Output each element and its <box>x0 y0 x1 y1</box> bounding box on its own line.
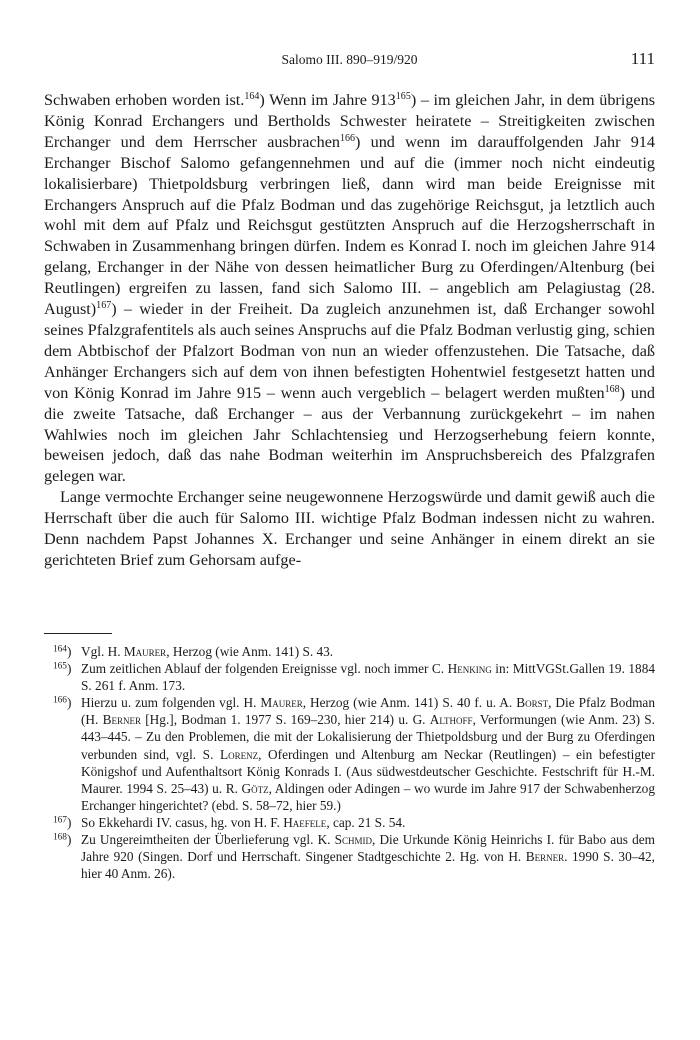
footnote-mark: $^{168}$) <box>53 832 72 848</box>
author-name: Berner <box>525 849 565 865</box>
paragraph-2: Lange vermochte Erchanger seine neugewonnene Herzogswürde und damit gewiß auch die Herrschaft über die auch für Salomo III. wichtige Pfalz Bodman indessen nicht zu wahren. Denn nachdem Papst Johannes X. Erchanger und seine Anhänger in einem direkt an sie gerichteten Brief zum Gehorsam aufge- <box>44 488 655 569</box>
author-name: Maurer <box>123 644 167 659</box>
text-run: ) – wieder in der Freiheit. Da zugleich anzunehmen ist, daß Erchanger sowohl seines Pfalzgrafentitels als auch seines Anspruchs auf die Pfalz Bodman verlustig ging, schien dem Abtbischof der Pfalzort Bodman von nun an wieder offenzustehen. Die Tatsache, daß Anhänger Erchangers sich auf dem von ihnen befestigten Hohentwiel festgesetzt hatten und von König Konrad im Jahre 915 – wenn auch vergeblich – belagert werden mußten <box>44 300 655 402</box>
text-run: Schwaben erhoben worden ist. <box>44 91 245 109</box>
author-name: Schmid <box>334 832 373 848</box>
footnote-164: $^{164}$) Vgl. H. Maurer, Herzog (wie Anm. 141) S. 43. <box>53 644 334 659</box>
author-name: Henking <box>447 661 492 677</box>
running-title: Salomo III. 890–919/920 <box>281 52 418 67</box>
paragraph-1 <box>44 90 655 487</box>
author-name: Lorenz <box>220 746 259 762</box>
footnote-ref-168[interactable]: 168 <box>604 383 620 395</box>
author-name: Berner <box>102 712 141 728</box>
footnote-ref-166[interactable]: 166 <box>340 132 356 144</box>
footnote-166: $^{166}$) Hierzu u. zum folgenden vgl. H. Maurer, Herzog (wie Anm. 141) S. 40 f. u. A. Borst, Die Pfalz Bodman (H. Berner [Hg.], Bodman 1. 1977 S. 169–230, hier 214) u. G. Althoff, Verformungen (wie Anm. 23) S. 443–445. – Zu den Problemen, die mit der Lokalisierung der Thietpoldsburg und der Burg zu Oferdingen verbunden sind, vgl. S. Lorenz, Oferdingen und Altenburg am Neckar (Reutlingen) – ein befestigter Königshof und Aufenthaltsort König Konrads I. (Aus südwestdeutscher Geschichte. Festschrift für H.-M. Maurer. 1994 S. 25–43) u. R. Götz, Aldingen oder Adingen – wo wurde im Jahre 917 der Schwabenherzog Erchanger hingerichtet? (ebd. S. 58–72, hier 59.) <box>53 695 655 813</box>
text-run: ) – im gleichen Jahr, in dem übrigens König Konrad Erchangers und Bertholds Schwester heiratete – Streitigkeiten zwischen Erchanger und dem Herrscher ausbrachen <box>44 91 655 151</box>
footnote-ref-165[interactable]: 165 <box>395 90 411 102</box>
footnote-167: $^{167}$) So Ekkehardi IV. casus, hg. von H. F. Haefele, cap. 21 S. 54. <box>53 814 406 830</box>
body-text <box>44 90 655 571</box>
text-run: ) und wenn im darauffolgenden Jahr 914 Erchanger Bischof Salomo gefangennehmen und auf die (immer noch nicht eindeutig lokalisierbare) Thietpoldsburg verbringen ließ, dann wird man beide Ereignisse mit Erchangers Anspruch auf die Pfalz Bodman und das zugehörige Reichsgut, ja letztlich auch wohl mit dem auf Pfalz und Reichsgut gestützten Anspruch auf die Herzogsherrschaft in Schwaben in Zusammenhang bringen dürfen. Indem es Konrad I. noch im gleichen Jahre 914 gelang, Erchanger in der Nähe von dessen heimatlicher Burg zu Oferdingen/Altenburg (bei Reutlingen) ergreifen zu lassen, fand sich Salomo III. – angeblich am Pelagiustag (28. August) <box>44 132 655 319</box>
author-name: Borst <box>516 695 549 711</box>
text-run: ) Wenn im Jahre 913 <box>259 91 396 109</box>
footnote-divider <box>44 633 112 634</box>
footnote-mark: $^{166}$) <box>53 695 72 711</box>
footnote-ref-164[interactable]: 164 <box>244 90 260 102</box>
footnote-ref-167[interactable]: 167 <box>96 300 112 312</box>
footnote-mark: $^{165}$) <box>53 661 72 677</box>
author-name: Haefele <box>283 814 327 830</box>
footnote-165: $^{165}$) Zum zeitlichen Ablauf der folgenden Ereignisse vgl. noch immer C. Henking in: MittVGSt.Gallen 19. 1884 S. 261 f. Anm. 173. <box>53 661 655 694</box>
footnote-mark: $^{167}$) <box>53 814 72 830</box>
running-head <box>44 50 655 72</box>
footnote-168: $^{168}$) Zu Ungereimtheiten der Überlieferung vgl. K. Schmid, Die Urkunde König Heinrichs I. für Babo aus dem Jahre 920 (Singen. Dorf und Herrschaft. Singener Stadtgeschichte 2. Hg. von H. Berner. 1990 S. 30–42, hier 40 Anm. 26). <box>53 832 655 882</box>
page-number: 111 <box>630 49 655 68</box>
author-name: Götz <box>241 780 269 796</box>
author-name: Maurer <box>260 695 303 711</box>
footnote-mark: $^{164}$) <box>53 644 72 659</box>
footnotes <box>44 643 655 882</box>
text-run: ) und die zweite Tatsache, daß Erchanger – aus der Verbannung zurückgekehrt – im nahen Wahlwies noch im gleichen Jahr Schlachtensieg und Herzogserhebung feiern konnte, beweisen jedoch, daß das nahe Bodman weiterhin im Anspruchsbereich des Pfalzgrafen gelegen war. <box>44 383 656 486</box>
author-name: Althoff <box>429 712 473 728</box>
